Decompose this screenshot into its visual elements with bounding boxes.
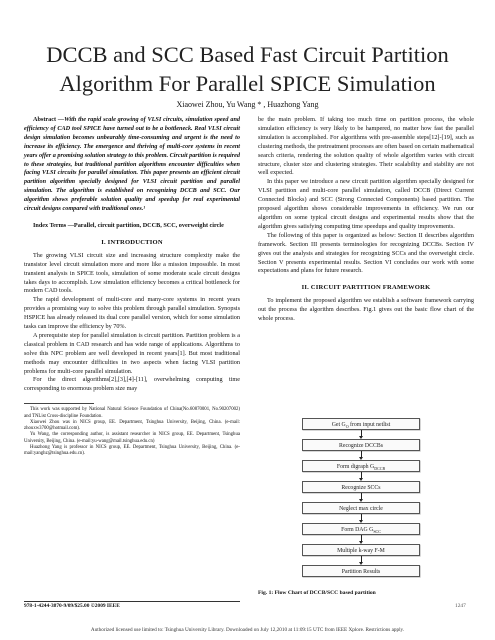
flow-step-4: Recognize SCCs: [302, 481, 420, 493]
isbn-rule: [24, 601, 240, 602]
section-1-heading: I. INTRODUCTION: [101, 238, 163, 246]
flow-step-5: Neglect max circle: [302, 502, 420, 514]
intro-paragraph-3: A prerequisite step for parallel simulation is circuit partition. Partition problem is a classical problem in CAD research and has wide range of applications. Algorithms to solve this NPC problem are well developed in recent years[1]. But most traditional methods may encounter difficulties in two aspects when facing VLSI partition problems for multi-core parallel simulation.: [24, 331, 240, 375]
license-footer: Authorized licensed use limited to: Tsinghua University Library. Downloaded on July 12,2010 at 11:09:15 UTC from IEEE Xplore. Restrictions apply.: [90, 627, 405, 633]
author-line: Xiaowei Zhou, Yu Wang * , Huazhong Yang: [176, 100, 319, 109]
isbn-line: 978-1-4244-3870-9/09/$25.00 ©2009 IEEE: [24, 603, 120, 609]
section-2-heading: II. CIRCUIT PARTITION FRAMEWORK: [301, 284, 431, 292]
footnote-2: Xiaowei Zhou was in NICS group, EE. Department, Tsinghua University, Beijing, China. (e-mail: zhouxw3700@hotmail.com).: [24, 419, 240, 432]
flow-step-8: Partition Results: [302, 565, 420, 577]
intro-paragraph-4: For the direct algorithms[2],[3],[4]-[11], overwhelming computing time corresponding to enormous problem size may: [24, 376, 240, 393]
flow-step-6: Form DAG $G_{SCC}$: [302, 523, 420, 535]
abstract-lead: Abstract —: [33, 116, 65, 123]
footnote-4: Huazhong Yang is professor in NICS group, EE. Department, Tsinghua University, Beijing, China. (e-mail:yanghz@tsinghua.edu.cn).: [24, 445, 240, 457]
footnotes: [24, 407, 240, 457]
abstract-text: With the rapid scale growing of VLSI circuits, simulation speed and efficiency of CAD tool SPICE have turned out to be a bottleneck. Real VLSI circuit design simulation becomes unbearably time-consuming and urgent is the need to increase its efficiency. The emergence and thriving of multi-core systems in recent years offer a promising solution strategy to this problem. Circuit partition is required to these strategies, but traditional partition algorithms encounter difficulties when facing VLSI circuits for parallel simulation. This paper presents an efficient circuit partition algorithm specially designed for VLSI circuit partition and parallel simulation. The algorithm is established on recognizing DCCB and SCC. Our algorithm shows preferable solution quality and speedup for real experimental circuit designs compared with traditional ones.¹: [24, 116, 241, 213]
right-column: [258, 116, 474, 324]
footnote-3: Yu Wang, the corresponding author, is assistant researcher in NICS group, EE. Department, Tsinghua University, Beijing, China. (e-mail:yu-wang@mail.tsinghua.edu.cn): [24, 432, 240, 444]
right-paragraph-2: In this paper we introduce a new circuit partition algorithm specially designed for VLSI partition and multi-core parallel simulation, called DCCB (Direct Current Connected Blocks) and SCC (Strong Connected Components) based partition. The proposed algorithm shows considerable improvements in efficiency. We run our algorithm on some typical circuit designs and experimental results show that the algorithm gives satisfying computing time speedups and quality improvements.: [258, 178, 474, 230]
title-line-1: DCCB and SCC Based Fast Circuit Partition: [46, 42, 449, 67]
flow-step-7: Multiple k-way F-M: [302, 544, 420, 556]
paper-title: [20, 40, 475, 98]
title-line-2: Algorithm For Parallel SPICE Simulation: [59, 71, 436, 96]
footnote-1: This work was supported by National Natural Science Foundation of China(No.60870001, No.90207002) and TNList Cross-discipline Foundation.: [24, 407, 240, 419]
page-number: 1247: [455, 603, 466, 609]
footnote-rule: [24, 403, 94, 404]
framework-paragraph: To implement the proposed algorithm we establish a software framework carrying out the process the algorithm describes. Fig.1 gives out the basic flow chart of the whole process.: [258, 297, 474, 323]
flow-step-3: Form digraph $G_{DCCB}$: [302, 460, 420, 472]
intro-paragraph-1: The growing VLSI circuit size and increasing structure complexity make the transistor level circuit simulation more and more like a mission impossible. In most transient analysis in SPICE tools, simulation of some moderate scale circuit designs takes days to accomplish. Low simulation efficiency becomes a critical bottleneck for modern CAD tools.: [24, 251, 240, 295]
figure-caption: Fig. 1: Flow Chart of DCCB/SCC based partition: [258, 590, 376, 596]
index-terms: Index Terms —Parallel, circuit partition, DCCB, SCC, overweight circle: [33, 221, 224, 229]
intro-paragraph-2: The rapid development of multi-core and many-core systems in recent years provides a promising way to solve this problem through parallel simulation. Synopsis HSPICE has already released its dual core parallel version, which for some simulation tasks can improve the efficiency by 70%.: [24, 296, 240, 331]
flow-step-2: Recognize DCCBs: [302, 439, 420, 451]
abstract: [24, 116, 240, 214]
right-paragraph-3: The following of this paper is organized as below: Section II describes algorithm framework. Section III presents terminologies for recognizing DCCBs. Section IV gives out the analysis and strategies for recognizing SCCs and the overweight circle. Section V presents experimental results. Section VI concludes our work with some expectations and plans for future research.: [258, 231, 474, 275]
flow-step-1: Get $G_O$ from input netlist: [302, 418, 420, 430]
right-paragraph-1: be the main problem. If taking too much time on partition process, the whole simulation efficiency is very likely to be hampered, no matter how fast the parallel simulation is accomplished. For algorithms with pre-assemble steps[12]-[19], such as clustering methods, the pretreatment processes are often based on certain mathematical search criteria, rendering the solution quality of whole algorithm varies with circuit structure, cluster size and clustering strategies. Their scalability and stability are not well expected.: [258, 116, 474, 177]
left-column: [24, 116, 240, 458]
